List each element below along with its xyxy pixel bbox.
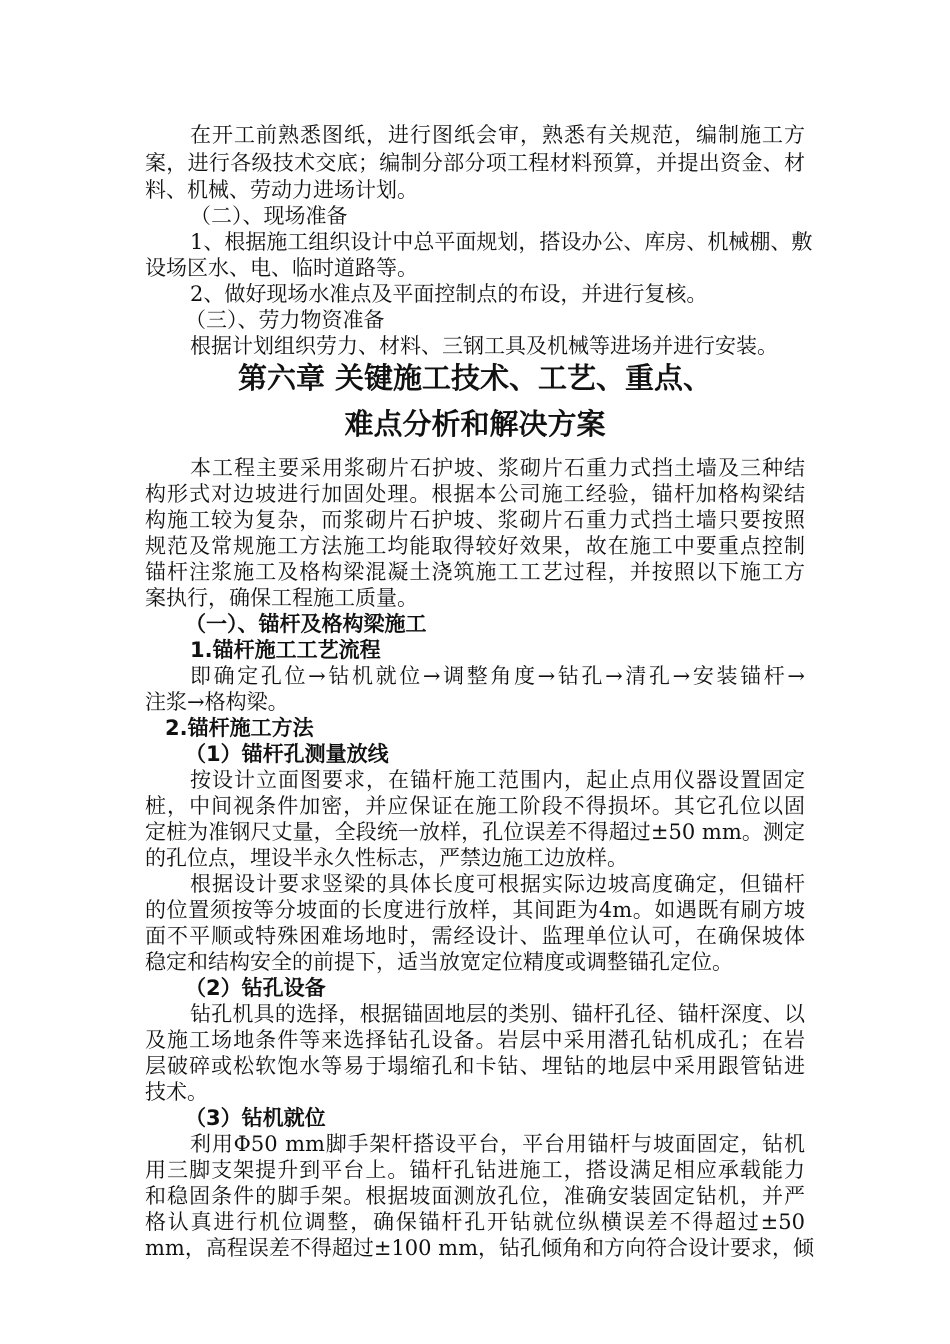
- subsection-heading: （3）钻机就位: [185, 1106, 326, 1130]
- chapter-title-line-1: 第六章 关键施工技术、工艺、重点、: [237, 361, 713, 395]
- text-line: 即确定孔位→钻机就位→调整角度→钻孔→清孔→安装锚杆→: [190, 664, 805, 688]
- text-line: 注浆→格构梁。: [145, 690, 289, 714]
- text-line: 案，进行各级技术交底；编制分部分项工程材料预算，并提出资金、材: [145, 151, 805, 175]
- text-line: 2、做好现场水准点及平面控制点的布设，并进行复核。: [190, 282, 708, 306]
- text-line: 本工程主要采用浆砌片石护坡、浆砌片石重力式挡土墙及三种结: [190, 456, 805, 480]
- subsection-heading: （2）钻孔设备: [185, 976, 326, 1000]
- text-line: 锚杆注浆施工及格构梁混凝土浇筑施工工艺过程，并按照以下施工方: [145, 560, 805, 584]
- subsection-heading: 1.锚杆施工工艺流程: [190, 638, 381, 662]
- text-line: 利用Φ50 mm脚手架杆搭设平台，平台用锚杆与坡面固定，钻机: [190, 1132, 805, 1156]
- text-line: 稳定和结构安全的前提下，适当放宽定位精度或调整锚孔定位。: [145, 950, 733, 974]
- text-line: 规范及常规施工方法施工均能取得较好效果，故在施工中要重点控制: [145, 534, 805, 558]
- text-line: 在开工前熟悉图纸，进行图纸会审，熟悉有关规范，编制施工方: [190, 123, 805, 147]
- subsection-heading: （1）锚杆孔测量放线: [185, 742, 389, 766]
- text-line: 按设计立面图要求，在锚杆施工范围内，起止点用仪器设置固定: [190, 768, 805, 792]
- section-heading: （二）、现场准备: [190, 204, 348, 228]
- text-line: 桩，中间视条件加密，并应保证在施工阶段不得损坏。其它孔位以固: [145, 794, 805, 818]
- text-line: 技术。: [145, 1080, 208, 1104]
- text-line: 和稳固条件的脚手架。根据坡面测放孔位，准确安装固定钻机，并严: [145, 1184, 805, 1208]
- text-line: 构形式对边坡进行加固处理。根据本公司施工经验，锚杆加格构梁结: [145, 482, 805, 506]
- text-line: 根据设计要求竖梁的具体长度可根据实际边坡高度确定，但锚杆: [190, 872, 805, 896]
- text-line: 格认真进行机位调整，确保锚杆孔开钻就位纵横误差不得超过±50: [145, 1210, 805, 1234]
- text-line: 的孔位点，埋设半永久性标志，严禁边施工边放样。: [145, 846, 628, 870]
- text-line: 根据计划组织劳力、材料、三钢工具及机械等进场并进行安装。: [190, 334, 778, 358]
- subsection-heading: 2.锚杆施工方法: [165, 716, 314, 740]
- text-line: 1、根据施工组织设计中总平面规划，搭设办公、库房、机械棚、敷: [190, 230, 813, 254]
- text-line: 构施工较为复杂，而浆砌片石护坡、浆砌片石重力式挡土墙只要按照: [145, 508, 805, 532]
- text-line: 钻孔机具的选择，根据锚固地层的类别、锚杆孔径、锚杆深度、以: [190, 1002, 805, 1026]
- text-line: 及施工场地条件等来选择钻孔设备。岩层中采用潜孔钻机成孔；在岩: [145, 1028, 805, 1052]
- text-line: 定桩为准钢尺丈量，全段统一放样，孔位误差不得超过±50 mm。测定: [145, 820, 805, 844]
- text-line: 层破碎或松软饱水等易于塌缩孔和卡钻、埋钻的地层中采用跟管钻进: [145, 1054, 805, 1078]
- text-line: 料、机械、劳动力进场计划。: [145, 178, 418, 202]
- section-heading: （一）、锚杆及格构梁施工: [185, 612, 427, 636]
- text-line: mm，高程误差不得超过±100 mm，钻孔倾角和方向符合设计要求，倾: [145, 1236, 815, 1260]
- text-line: 面不平顺或特殊困难场地时，需经设计、监理单位认可，在确保坡体: [145, 924, 805, 948]
- section-heading: （三）、劳力物资准备: [185, 308, 385, 332]
- chapter-title-line-2: 难点分析和解决方案: [344, 407, 606, 441]
- text-line: 案执行，确保工程施工质量。: [145, 586, 418, 610]
- text-line: 用三脚支架提升到平台上。锚杆孔钻进施工，搭设满足相应承载能力: [145, 1158, 805, 1182]
- text-line: 的位置须按等分坡面的长度进行放样，其间距为4m。如遇既有刷方坡: [145, 898, 805, 922]
- text-line: 设场区水、电、临时道路等。: [145, 256, 418, 280]
